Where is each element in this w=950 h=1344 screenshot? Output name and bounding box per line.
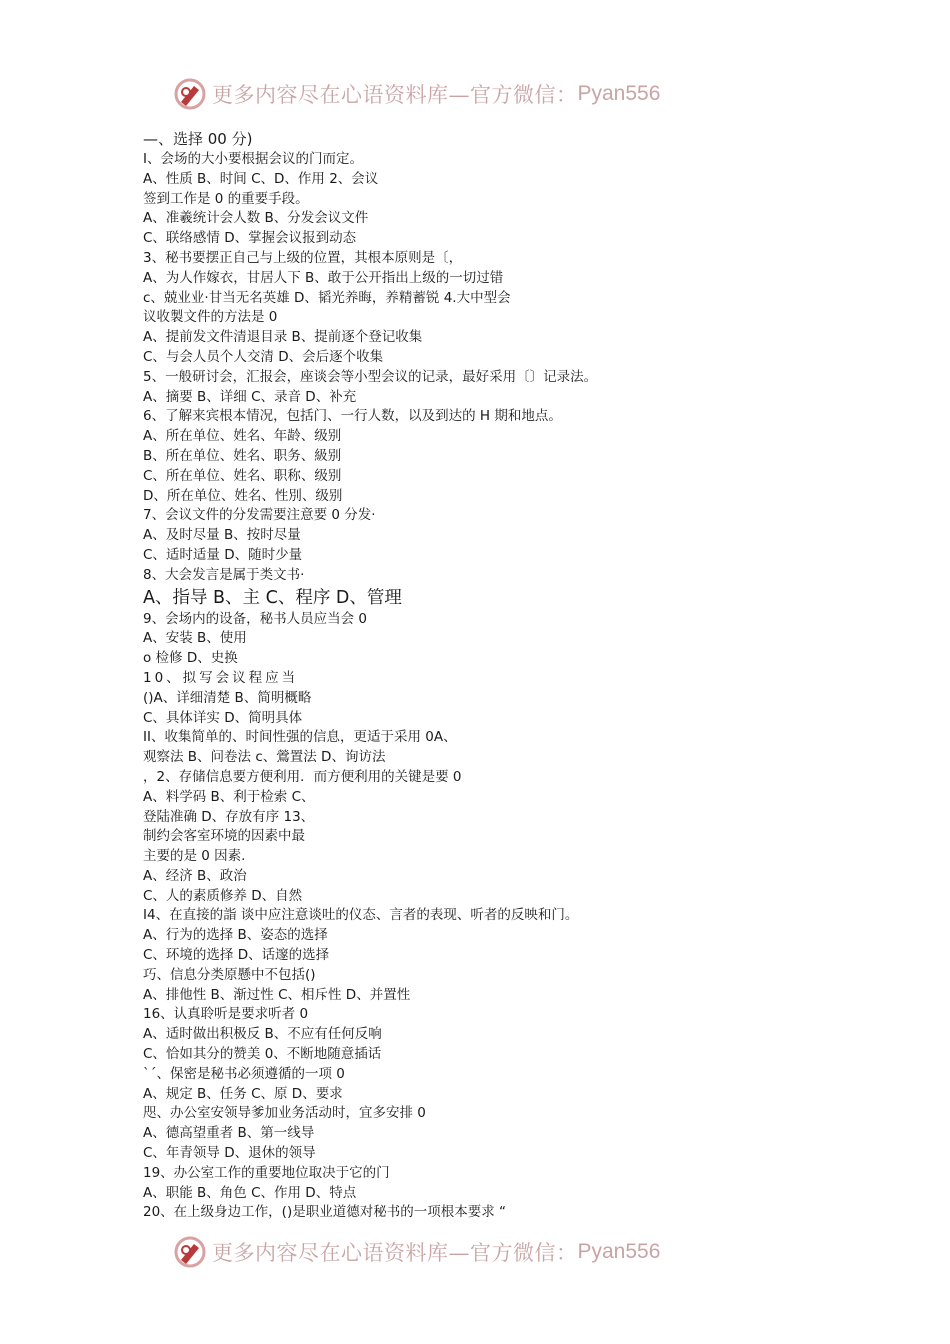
document-body xyxy=(143,128,863,1223)
options-line-large: A、指导 B、主 C、程序 D、管理 xyxy=(143,587,402,608)
question-12: ，2、存储信息要方便利用．而方便利用的关键是要 0 xyxy=(143,768,462,785)
options-line: C、所在单位、姓名、职称、级别 xyxy=(143,467,342,484)
question-6: 6、了解来宾根本情况，包括门、一行人数，以及到达的 H 期和地点。 xyxy=(143,408,562,425)
options-line: C、人的素质修养 D、自然 xyxy=(143,887,303,904)
options-line: A、所在单位、姓名、年龄、级别 xyxy=(143,428,342,445)
question-line: 签到工作是 0 的重要手段。 xyxy=(143,190,309,207)
options-line: A、行为的选择 B、姿态的选择 xyxy=(143,927,328,944)
options-line: A、安装 B、使用 xyxy=(143,630,247,647)
question-line: 议收製文件的方法是 0 xyxy=(143,309,278,326)
options-line: A、适时做出积极反 B、不应有任何反响 xyxy=(143,1026,382,1043)
question-20: 20、在上级身边工作，()是职业道德对秘书的一项根本要求 “ xyxy=(143,1204,506,1221)
question-15: 巧、信息分类原懸中不包括() xyxy=(143,966,316,983)
options-line: C、适时适量 D、随时少量 xyxy=(143,546,303,563)
question-14: I4、在直接的詣 谈中应注意谈吐的仪态、言者的表现、听者的反映和门。 xyxy=(143,907,579,924)
question-1: I、会场的大小要根据会议的门而定。 xyxy=(143,151,363,167)
watermark-id: Pyan556 xyxy=(577,1240,661,1263)
question-16: 16、认真聆听是要求听者 0 xyxy=(143,1006,309,1023)
options-line: C、联络感情 D、掌握会议报到动态 xyxy=(143,230,357,247)
options-line: A、提前发文件清退目录 B、提前逐个登记收集 xyxy=(143,329,423,346)
options-line: A、规定 B、任务 C、原 D、要求 xyxy=(143,1085,343,1102)
options-line: A、职能 B、角色 C、作用 D、特点 xyxy=(143,1184,357,1201)
question-13: 制约会客室环境的因素中最 xyxy=(143,828,305,845)
question-19: 19、办公室工作的重要地位取决于它的门 xyxy=(143,1164,390,1181)
watermark-text: 更多内容尽在心语资料库—官方微信： xyxy=(212,1241,578,1265)
options-line: A、准羲统计会人数 B、分发会议文件 xyxy=(143,210,369,227)
options-line: A、为人作嫁衣，甘居人下 B、敢于公开指出上级的一切过错 xyxy=(143,269,504,286)
options-line: ()A、详细清楚 B、简明概略 xyxy=(143,689,312,706)
options-line: C、恰如其分的赞美 0、不断地随意插话 xyxy=(143,1046,382,1063)
options-line: A、德高望重者 B、第一线导 xyxy=(143,1125,315,1142)
question-7: 7、会议文件的分发需要注意要 0 分发· xyxy=(143,507,376,524)
question-18: 咫、办公室安领导爹加业务活动时，宜多安排 0 xyxy=(143,1105,426,1122)
options-line: C、具体详实 D、简明具体 xyxy=(143,709,303,726)
section-heading: —、选择 00 分) xyxy=(143,130,253,148)
options-line: C、与会人员个人交清 D、会后逐个收集 xyxy=(143,348,384,365)
options-line: A、排他性 B、渐过性 C、相斥性 D、并置性 xyxy=(143,986,411,1003)
options-line: A、经济 B、政治 xyxy=(143,867,247,884)
question-line: 主要的是 0 因素. xyxy=(143,848,246,865)
question-3: 3、秘书要摆正自己与上级的位置，其根本原则是〔， xyxy=(143,249,463,266)
watermark-banner-bottom xyxy=(172,1232,660,1272)
options-line: A、及时尽量 B、按时尽量 xyxy=(143,527,301,544)
watermark-banner-top xyxy=(172,74,660,114)
question-10: 10、拟写会议程应当 xyxy=(143,669,299,686)
options-line: A、料学码 B、利于检索 C、 xyxy=(143,788,315,805)
options-line: o 检修 D、史换 xyxy=(143,650,238,667)
question-11: II、收集简单的、时间性强的信息，更适于采用 0A、 xyxy=(143,729,457,746)
question-17: `´、保密是秘书必须遵循的一项 0 xyxy=(143,1065,345,1082)
options-line: A、摘要 B、详细 C、录音 D、补充 xyxy=(143,388,357,405)
options-line: c、兢业业·甘当无名英雄 D、韬光养晦，养精蓄锐 4.大中型会 xyxy=(143,289,511,306)
question-5: 5、一般研讨会，汇报会，座谈会等小型会议的记录，最好采用〔〕记录法。 xyxy=(143,368,598,385)
options-line: B、所在单位、姓名、职务、級别 xyxy=(143,447,342,464)
options-line: 观察法 B、问卷法 c、鶯置法 D、询访法 xyxy=(143,749,386,766)
question-9: 9、会场内的设备，秘书人员应当会 0 xyxy=(143,610,367,627)
options-line: C、环境的选择 D、话邃的选择 xyxy=(143,947,330,964)
question-8: 8、大会发言是属于类文书· xyxy=(143,566,305,583)
watermark-text: 更多内容尽在心语资料库—官方微信： xyxy=(212,83,578,107)
watermark-id: Pyan556 xyxy=(577,82,661,105)
options-line: 登陆准确 D、存放有序 13、 xyxy=(143,808,315,825)
options-line: A、性质 B、时间 C、D、作用 2、会议 xyxy=(143,170,379,187)
options-line: C、年青领导 D、退休的领导 xyxy=(143,1145,316,1162)
options-line: D、所在单位、姓名、性別、级别 xyxy=(143,487,343,504)
watermark-logo-icon xyxy=(172,76,208,112)
watermark-logo-icon xyxy=(172,1234,208,1270)
